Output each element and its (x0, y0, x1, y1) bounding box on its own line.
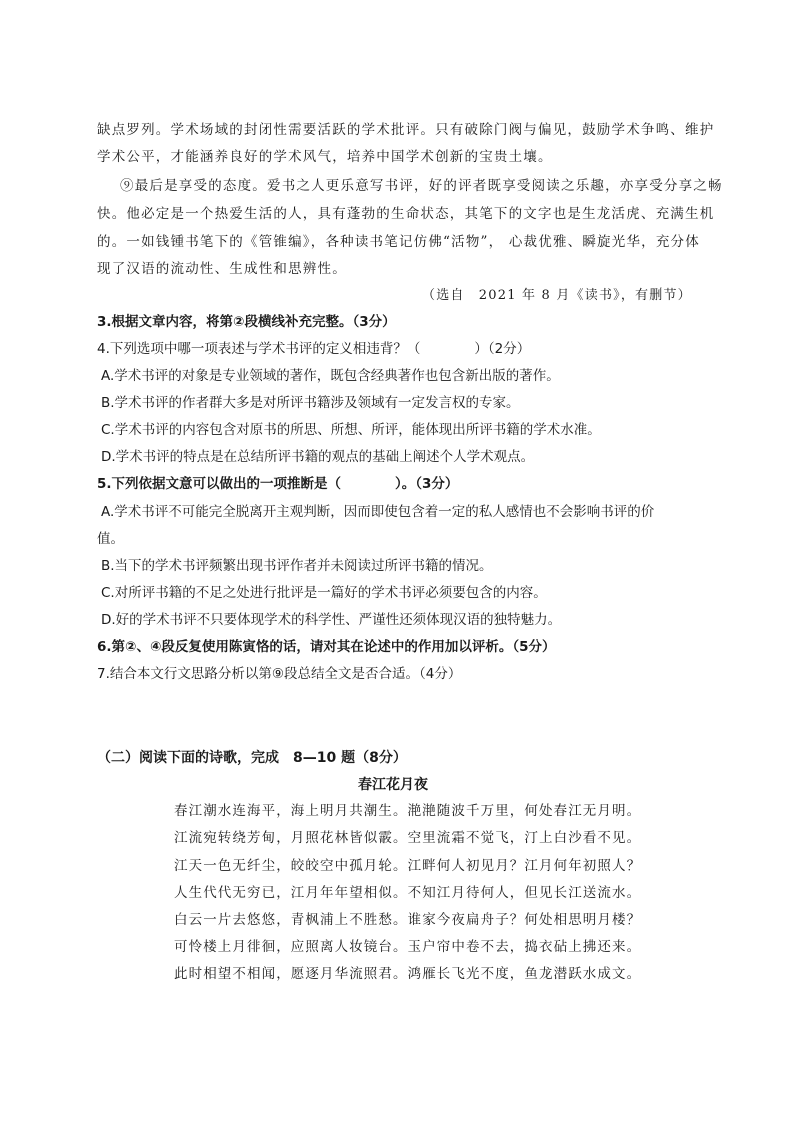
section-heading: （二）阅读下面的诗歌，完成 8—10 题（8分） (97, 750, 407, 766)
passage-line: ⑨最后是享受的态度。爱书之人更乐意写书评，好的评者既享受阅读之乐趣，亦享受分享之畅 (120, 178, 723, 194)
poem-line: 春江潮水连海平，海上明月共潮生。滟滟随波千万里，何处春江无月明。 (174, 803, 642, 819)
question-4-option-b: B.学术书评的作者群大多是对所评书籍涉及领域有一定发言权的专家。 (101, 395, 520, 411)
poem-line: 此时相望不相闻，愿逐月华流照君。鸿雁长飞光不度，鱼龙潜跃水成文。 (174, 966, 642, 982)
question-5-option-c: C.对所评书籍的不足之处进行批评是一篇好的学术书评必须要包含的内容。 (101, 585, 547, 601)
question-5-option-a-cont: 值。 (97, 531, 124, 547)
question-4-option-a: A.学术书评的对象是专业领域的著作，既包含经典著作也包含新出版的著作。 (101, 368, 560, 384)
question-4-option-d: D.学术书评的特点是在总结所评书籍的观点的基础上阐述个人学术观点。 (101, 449, 535, 465)
passage-line: 快。他必定是一个热爱生活的人，具有蓬勃的生命状态，其笔下的文字也是生龙活虎、充满生机 (97, 206, 715, 222)
passage-line: 的。一如钱锺书笔下的《管锥编》，各种读书笔记仿佛“活物”， 心裁优雅、瞬旋光华，充分体 (97, 234, 700, 250)
passage-line: 学术公平，才能涵养良好的学术风气，培养中国学术创新的宝贵土壤。 (97, 149, 553, 165)
question-5: 5.下列依据文意可以做出的一项推断是（ ）。（3分） (97, 476, 459, 492)
question-5-option-b: B.当下的学术书评频繁出现书评作者并未阅读过所评书籍的情况。 (101, 558, 493, 574)
poem-line: 白云一片去悠悠，青枫浦上不胜愁。谁家今夜扁舟子？何处相思明月楼？ (174, 912, 642, 928)
passage-source: （选自 2021 年 8 月《读书》，有删节） (422, 288, 692, 303)
passage-line: 缺点罗列。学术场域的封闭性需要活跃的学术批评。只有破除门阀与偏见，鼓励学术争鸣、维护 (97, 122, 715, 138)
question-3: 3.根据文章内容，将第②段横线补充完整。（3分） (97, 314, 396, 330)
poem-line: 江流宛转绕芳甸，月照花林皆似霰。空里流霜不觉飞，汀上白沙看不见。 (174, 830, 642, 846)
poem-line: 人生代代无穷已，江月年年望相似。不知江月待何人，但见长江送流水。 (174, 885, 642, 901)
question-5-option-a: A.学术书评不可能完全脱离开主观判断，因而即使包含着一定的私人感情也不会影响书评的价 (101, 504, 655, 520)
question-4: 4.下列选项中哪一项表述与学术书评的定义相违背？（ ）（2分） (97, 341, 531, 357)
question-7: 7.结合本文行文思路分析以第⑨段总结全文是否合适。（4分） (97, 666, 462, 682)
poem-line: 可怜楼上月徘徊，应照离人妆镜台。玉户帘中卷不去，捣衣砧上拂还来。 (174, 939, 642, 955)
question-6: 6.第②、④段反复使用陈寅恪的话，请对其在论述中的作用加以评析。（5分） (97, 639, 556, 655)
poem-title: 春江花月夜 (358, 777, 428, 793)
question-4-option-c: C.学术书评的内容包含对原书的所思、所想、所评，能体现出所评书籍的学术水准。 (101, 422, 601, 438)
passage-line: 现了汉语的流动性、生成性和思辨性。 (97, 261, 347, 277)
poem-line: 江天一色无纤尘，皎皎空中孤月轮。江畔何人初见月？江月何年初照人？ (174, 858, 642, 874)
question-5-option-d: D.好的学术书评不只要体现学术的科学性、严谨性还须体现汉语的独特魅力。 (101, 612, 562, 628)
